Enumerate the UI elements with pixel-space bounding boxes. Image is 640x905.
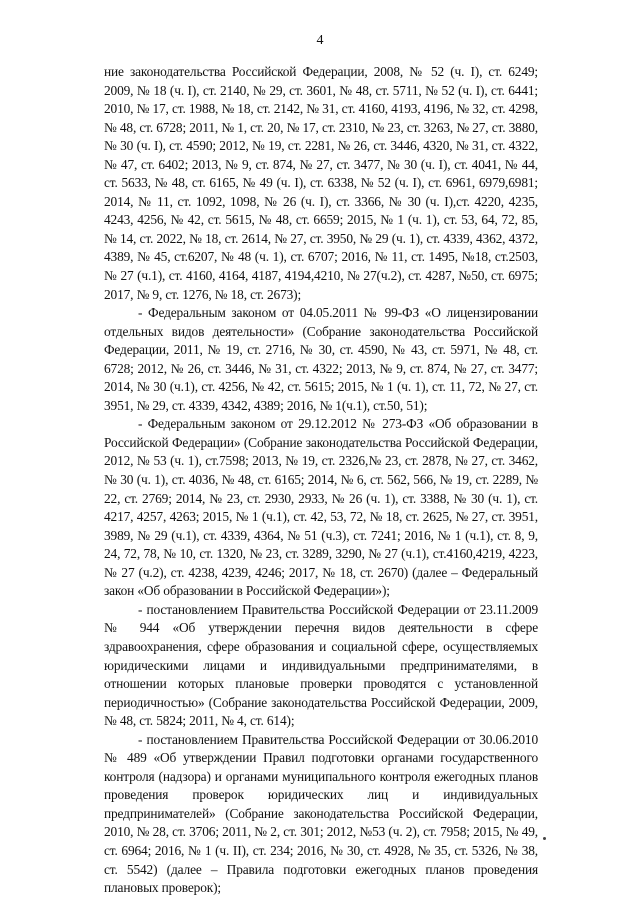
paragraph-education-law: - Федеральным законом от 29.12.2012 № 273-ФЗ «Об образовании в Российской Федерации» (Собрание законодательства Российской Федерации, 2012, № 53 (ч. 1), ст.7598; 2013, № 19, ст. 2326,№ 23, ст. 2878, № 27, ст. 3462, № 30 (ч. 1), ст. 4036, № 48, ст. 6165; 2014, № 6, ст. 562, 566, № 19, ст. 2289, № 22, ст. 2769; 2014, № 23, ст. 2930, 2933, № 26 (ч. 1), ст. 3388, № 30 (ч. 1), ст. 4217, 4257, 4263; 2015, № 1 (ч.1), ст. 42, 53, 72, № 18, ст. 2625, № 27, ст. 3951, 3989, № 29 (ч.1), ст. 4339, 4364, № 51 (ч.3), ст. 7241; 2016, № 1 (ч.1), ст. 8, 9, 24, 72, 78, № 10, ст. 1320, № 23, ст. 3289, 3290, № 27 (ч.1), ст.4160,4219, 4223, № 27 (ч.2), ст. 4238, 4239, 4246; 2017, № 18, ст. 2670) (далее – Федеральный закон «Об образовании в Российской Федерации»);	[104, 416, 538, 599]
paragraph-licensing-law: - Федеральным законом от 04.05.2011 № 99-ФЗ «О лицензировании отдельных видов деятельности» (Собрание законодательства Российской Федерации, 2011, № 19, ст. 2716, № 30, ст. 4590, № 43, ст. 5971, № 48, ст. 6728; 2012, № 26, ст. 3446, № 31, ст. 4322; 2013, № 9, ст. 874, № 27, ст. 3477; 2014, № 30 (ч.1), ст. 4256, № 42, ст. 5615; 2015, № 1 (ч. 1), ст. 11, 72, № 27, ст. 3951, № 29, ст. 4339, 4342, 4389; 2016, № 1(ч.1), ст.50, 51);	[104, 305, 538, 413]
paragraph-resolution-944: - постановлением Правительства Российской Федерации от 23.11.2009 № 944 «Об утверждении перечня видов деятельности в сфере здравоохранения, сферe образования и социальной сфере, осуществляемых юридическими лицами и индивидуальными предпринимателями, в отношении которых плановые проверки проводятся с установленной периодичностью» (Собрание законодательства Российской Федерации, 2009, № 48, ст. 5824; 2011, № 4, ст. 614);	[104, 601, 538, 729]
page-number: 4	[316, 33, 324, 48]
paragraph-resolution-489: - постановлением Правительства Российской Федерации от 30.06.2010 № 489 «Об утверждении Правил подготовки органами государственного контроля (надзора) и органами муниципального контроля ежегодных планов проведения проверок юридических лиц и индивидуальных предпринимателей» (Собрание законодательства Российской Федерации, 2010, № 28, ст. 3706; 2011, № 2, ст. 301; 2012, №53 (ч. 2), ст. 7958; 2015, № 49, ст. 6964; 2016, № 1 (ч. II), ст. 234; 2016, № 30, ст. 4928, № 35, ст. 5326, № 38, ст. 5542) (далее – Правила подготовки ежегодных планов проведения плановых проверок);	[104, 731, 538, 896]
paragraph-continuation: ние законодательства Российской Федерации, 2008, № 52 (ч. I), ст. 6249; 2009, № 18 (ч. I), ст. 2140, № 29, ст. 3601, № 48, ст. 5711, № 52 (ч. I), ст. 6441; 2010, № 17, ст. 1988, № 18, ст. 2142, № 31, ст. 4160, 4193, 4196, № 32, ст. 4298, № 48, ст. 6728; 2011, № 1, ст. 20, № 17, ст. 2310, № 23, ст. 3263, № 27, ст. 3880, № 30 (ч. I), ст. 4590; 2012, № 19, ст. 2281, № 26, ст. 3446, 4320, № 31, ст. 4322, № 47, ст. 6402; 2013, № 9, ст. 874, № 27, ст. 3477, № 30 (ч. I), ст. 4041, № 44, ст. 5633, № 48, ст. 6165, № 49 (ч. I), ст. 6338, № 52 (ч. I), ст. 6961, 6979,6981; 2014, № 11, ст. 1092, 1098, № 26 (ч. I), ст. 3366, № 30 (ч. I),ст. 4220, 4235, 4243, 4256, № 42, ст. 5615, № 48, ст. 6659; 2015, № 1 (ч. 1), ст. 53, 64, 72, 85, № 14, ст. 2022, № 18, ст. 2614, № 27, ст. 3950, № 29 (ч. 1), ст. 4339, 4362, 4372, 4389, № 45, ст.6207, № 48 (ч. 1), ст. 6707; 2016, № 11, ст. 1495, №18, ст.2503, № 27 (ч.1), ст. 4160, 4164, 4187, 4194,4210, № 27(ч.2), ст. 4287, №50, ст. 6975; 2017, № 9, ст. 1276, № 18, ст. 2673);	[104, 64, 538, 302]
scan-speck	[543, 837, 546, 840]
document-body	[104, 63, 538, 898]
